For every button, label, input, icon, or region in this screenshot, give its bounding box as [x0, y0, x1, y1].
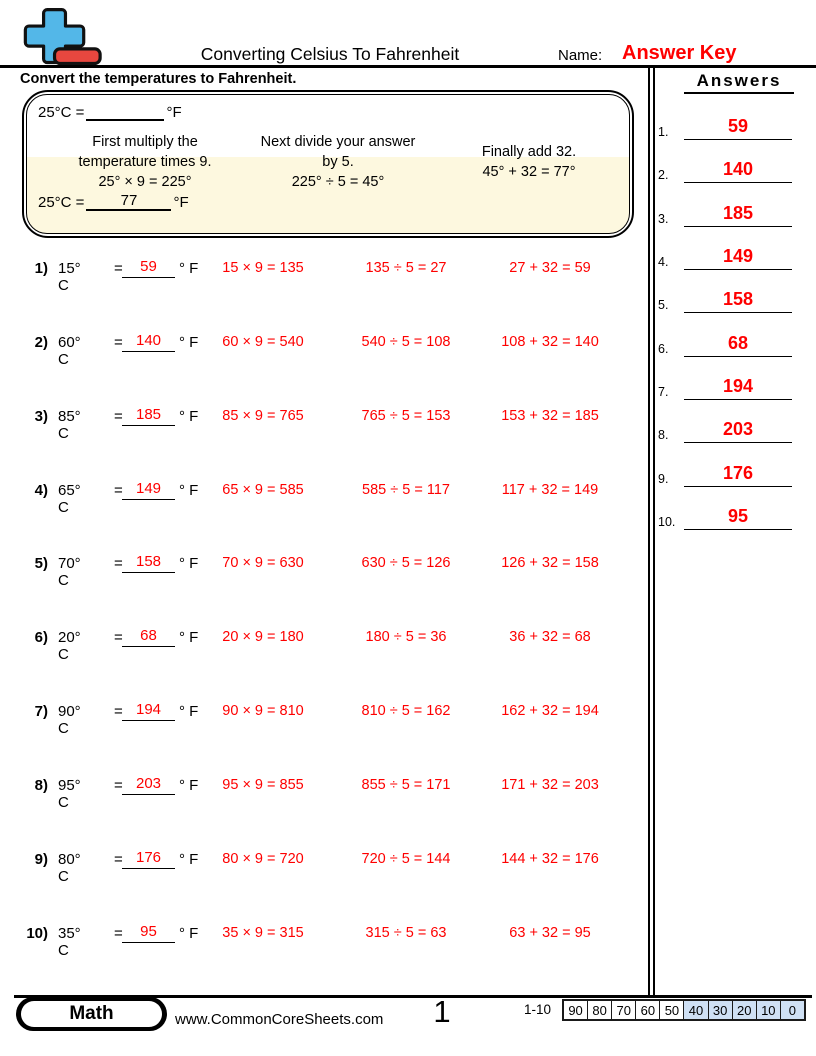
- work-step-multiply: 60 × 9 = 540: [222, 334, 304, 350]
- work-step-add: 27 + 32 = 59: [509, 260, 591, 276]
- work-step-divide: 540 ÷ 5 = 108: [361, 334, 451, 350]
- equals-sign: =: [114, 334, 123, 351]
- subject-badge: [16, 997, 167, 1031]
- problem-number: 7): [34, 703, 48, 720]
- header-divider: [0, 65, 816, 68]
- answer-item: [656, 327, 816, 357]
- score-cell: 0: [780, 1001, 804, 1019]
- work-step-multiply: 90 × 9 = 810: [222, 703, 304, 719]
- answer-number: 7.: [658, 385, 669, 399]
- answers-divider: [648, 68, 655, 995]
- work-step-multiply: 95 × 9 = 855: [222, 777, 304, 793]
- fahrenheit-unit: ° F: [179, 925, 199, 942]
- example-bottom-suffix: °F: [173, 194, 189, 211]
- website-url: www.CommonCoreSheets.com: [175, 1011, 384, 1028]
- problem-number: 3): [34, 408, 48, 425]
- answer-item: [656, 153, 816, 183]
- step2-line2: by 5.: [322, 154, 354, 170]
- answer-value: 68: [684, 333, 792, 357]
- celsius-value: 65° C: [58, 482, 81, 516]
- equals-sign: =: [114, 851, 123, 868]
- answer-blank: 158: [122, 553, 175, 573]
- fahrenheit-unit: ° F: [179, 629, 199, 646]
- celsius-value: 90° C: [58, 703, 81, 737]
- answer-blank: 203: [122, 775, 175, 795]
- step2-line1: Next divide your answer: [260, 134, 416, 150]
- score-cell: 80: [587, 1001, 611, 1019]
- score-cell: 30: [708, 1001, 732, 1019]
- equals-sign: =: [114, 703, 123, 720]
- work-step-divide: 180 ÷ 5 = 36: [365, 629, 447, 645]
- fahrenheit-unit: ° F: [179, 777, 199, 794]
- work-step-add: 171 + 32 = 203: [501, 777, 599, 793]
- directions-text: Convert the temperatures to Fahrenheit.: [20, 71, 297, 87]
- step3-line2: 45° + 32 = 77°: [482, 164, 576, 180]
- answer-item: [656, 370, 816, 400]
- example-prefix: 25°C =: [38, 104, 85, 121]
- equals-sign: =: [114, 408, 123, 425]
- equals-sign: =: [114, 555, 123, 572]
- answer-value: 158: [684, 289, 792, 313]
- answer-number: 4.: [658, 255, 669, 269]
- fahrenheit-unit: ° F: [179, 703, 199, 720]
- answer-number: 10.: [658, 515, 676, 529]
- score-cell: 10: [756, 1001, 780, 1019]
- answer-blank: 68: [122, 627, 175, 647]
- equals-sign: =: [114, 629, 123, 646]
- fahrenheit-unit: ° F: [179, 260, 199, 277]
- answer-item: [656, 413, 816, 443]
- answer-key-label: Answer Key: [622, 42, 737, 64]
- work-step-divide: 855 ÷ 5 = 171: [361, 777, 451, 793]
- example-step-3: [439, 142, 619, 182]
- work-step-divide: 315 ÷ 5 = 63: [365, 925, 447, 941]
- problem-number: 6): [34, 629, 48, 646]
- work-step-multiply: 85 × 9 = 765: [222, 408, 304, 424]
- step3-line1: Finally add 32.: [481, 144, 577, 160]
- work-step-add: 108 + 32 = 140: [501, 334, 599, 350]
- answer-blank: 59: [122, 258, 175, 278]
- problem-number: 4): [34, 482, 48, 499]
- answer-value: 194: [684, 376, 792, 400]
- answer-value: 95: [684, 506, 792, 530]
- work-step-divide: 585 ÷ 5 = 117: [362, 482, 450, 498]
- problem-number: 5): [34, 555, 48, 572]
- answer-item: [656, 457, 816, 487]
- celsius-value: 80° C: [58, 851, 81, 885]
- score-cell: 60: [635, 1001, 659, 1019]
- answer-number: 5.: [658, 298, 669, 312]
- score-range-label: 1-10: [524, 1002, 552, 1017]
- answers-panel-title: Answers: [684, 71, 794, 94]
- answer-item: [656, 283, 816, 313]
- equals-sign: =: [114, 925, 123, 942]
- work-step-add: 36 + 32 = 68: [509, 629, 591, 645]
- fahrenheit-unit: ° F: [179, 408, 199, 425]
- celsius-value: 95° C: [58, 777, 81, 811]
- score-cell: 70: [611, 1001, 635, 1019]
- answer-item: [656, 110, 816, 140]
- example-box: [22, 90, 634, 238]
- score-cell: 50: [659, 1001, 683, 1019]
- fahrenheit-unit: ° F: [179, 851, 199, 868]
- celsius-value: 60° C: [58, 334, 81, 368]
- example-bottom-prefix: 25°C =: [38, 194, 85, 211]
- work-step-divide: 135 ÷ 5 = 27: [365, 260, 447, 276]
- answer-number: 3.: [658, 212, 669, 226]
- score-cell: 90: [564, 1001, 587, 1019]
- step2-line3: 225° ÷ 5 = 45°: [291, 174, 385, 190]
- work-step-add: 117 + 32 = 149: [501, 482, 599, 498]
- name-label: Name:: [558, 47, 603, 64]
- work-step-divide: 810 ÷ 5 = 162: [361, 703, 451, 719]
- answer-number: 8.: [658, 428, 669, 442]
- answer-blank: 185: [122, 406, 175, 426]
- example-step-2: [248, 132, 428, 192]
- page-title: Converting Celsius To Fahrenheit: [200, 44, 460, 64]
- answer-number: 6.: [658, 342, 669, 356]
- work-step-multiply: 80 × 9 = 720: [222, 851, 304, 867]
- work-step-multiply: 15 × 9 = 135: [222, 260, 304, 276]
- answer-number: 1.: [658, 125, 669, 139]
- answer-blank: 95: [122, 923, 175, 943]
- problem-number: 8): [34, 777, 48, 794]
- problem-number: 1): [34, 260, 48, 277]
- answer-value: 140: [684, 159, 792, 183]
- problem-number: 2): [34, 334, 48, 351]
- celsius-value: 35° C: [58, 925, 81, 959]
- example-blank-field: [86, 119, 164, 121]
- work-step-multiply: 35 × 9 = 315: [222, 925, 304, 941]
- score-cell: 20: [732, 1001, 756, 1019]
- equals-sign: =: [114, 260, 123, 277]
- fahrenheit-unit: ° F: [179, 334, 199, 351]
- answer-blank: 140: [122, 332, 175, 352]
- answer-item: [656, 240, 816, 270]
- equals-sign: =: [114, 777, 123, 794]
- example-answer-field: 77: [86, 192, 171, 211]
- example-step-1: [55, 132, 235, 192]
- work-step-add: 162 + 32 = 194: [501, 703, 599, 719]
- answer-blank: 176: [122, 849, 175, 869]
- answer-blank: 194: [122, 701, 175, 721]
- answer-value: 59: [684, 116, 792, 140]
- problem-number: 10): [26, 925, 48, 942]
- example-blank-line: [38, 104, 182, 121]
- answer-value: 185: [684, 203, 792, 227]
- work-step-add: 63 + 32 = 95: [509, 925, 591, 941]
- answer-blank: 149: [122, 480, 175, 500]
- fahrenheit-unit: ° F: [179, 555, 199, 572]
- step1-line1: First multiply the: [92, 134, 198, 150]
- work-step-divide: 765 ÷ 5 = 153: [361, 408, 451, 424]
- answer-value: 203: [684, 419, 792, 443]
- work-step-add: 126 + 32 = 158: [501, 555, 599, 571]
- step1-line3: 25° × 9 = 225°: [98, 174, 192, 190]
- score-cell: 40: [683, 1001, 707, 1019]
- work-step-add: 144 + 32 = 176: [501, 851, 599, 867]
- answer-number: 2.: [658, 168, 669, 182]
- answer-item: [656, 500, 816, 530]
- celsius-value: 70° C: [58, 555, 81, 589]
- subject-label: Math: [21, 1001, 162, 1027]
- answer-value: 149: [684, 246, 792, 270]
- answer-item: [656, 197, 816, 227]
- work-step-divide: 720 ÷ 5 = 144: [361, 851, 451, 867]
- page-number: 1: [433, 994, 451, 1029]
- equals-sign: =: [114, 482, 123, 499]
- example-suffix: °F: [166, 104, 182, 121]
- problem-number: 9): [34, 851, 48, 868]
- answer-number: 9.: [658, 472, 669, 486]
- work-step-add: 153 + 32 = 185: [501, 408, 599, 424]
- celsius-value: 85° C: [58, 408, 81, 442]
- work-step-multiply: 65 × 9 = 585: [222, 482, 304, 498]
- work-step-divide: 630 ÷ 5 = 126: [361, 555, 451, 571]
- celsius-value: 15° C: [58, 260, 81, 294]
- work-step-multiply: 70 × 9 = 630: [222, 555, 304, 571]
- score-table: [562, 999, 806, 1021]
- step1-line2: temperature times 9.: [78, 154, 212, 170]
- celsius-value: 20° C: [58, 629, 81, 663]
- fahrenheit-unit: ° F: [179, 482, 199, 499]
- work-step-multiply: 20 × 9 = 180: [222, 629, 304, 645]
- example-answer-line: [38, 192, 189, 211]
- answer-value: 176: [684, 463, 792, 487]
